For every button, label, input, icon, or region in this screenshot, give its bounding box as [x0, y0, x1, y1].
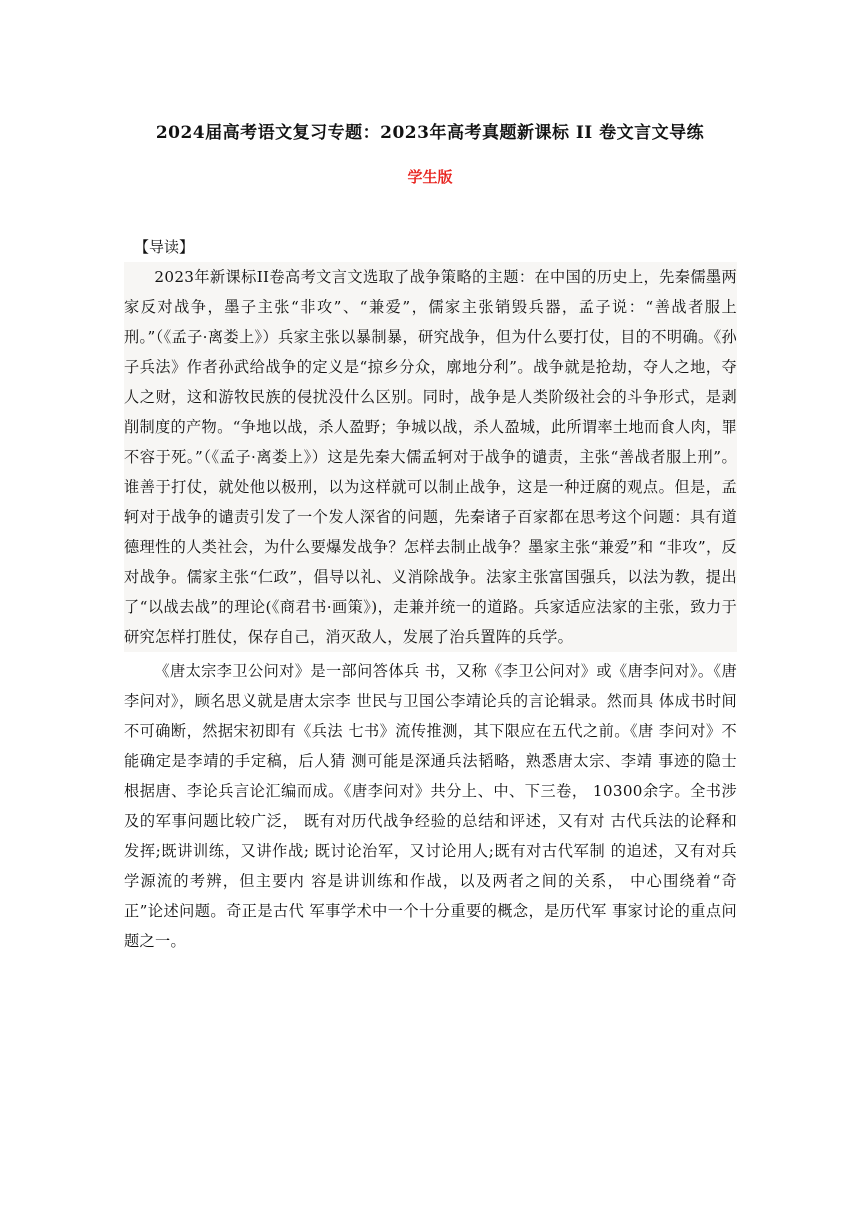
section-label: 【导读】 — [134, 238, 195, 256]
paragraph-intro: 2023年新课标II卷高考文言文选取了战争策略的主题：在中国的历史上，先秦儒墨两家反对战争，墨子主张“非攻”、“兼爱”，儒家主张销毁兵器，孟子说：“善战者服上刑。”（《孟子·离娄上》）兵家主张以暴制暴，研究战争，但为什么要打仗，目的不明确。《孙子兵法》作者孙武给战争的定义是“掠乡分众，廓地分利”。战争就是抢劫，夺人之地，夺人之财，这和游牧民族的侵扰没什么区别。同时，战争是人类阶级社会的斗争形式，是剥削制度的产物。“争地以战，杀人盈野；争城以战，杀人盈城，此所谓率土地而食人肉，罪不容于死。”（《孟子·离娄上》）这是先秦大儒孟轲对于战争的谴责，主张“善战者服上刑”。谁善于打仗，就处他以极刑，以为这样就可以制止战争，这是一种迂腐的观点。但是，孟轲对于战争的谴责引发了一个发人深省的问题，先秦诸子百家都在思考这个问题：具有道德理性的人类社会，为什么要爆发战争？怎样去制止战争？墨家主张“兼爱”和 “非攻”，反对战争。儒家主张“仁政”，倡导以礼、义消除战争。法家主张富国强兵，以法为教，提出了“以战去战”的理论(《商君书·画策》)，走兼并统一的道路。兵家适应法家的主张，致力于研究怎样打胜仗，保存自己，消灭敌人，发展了治兵置阵的兵学。 — [124, 262, 737, 652]
body-text — [124, 262, 737, 956]
document-title: 2024届高考语文复习专题：2023年高考真题新课标 II 卷文言文导练 — [155, 123, 705, 143]
paragraph-book: 《唐太宗李卫公问对》是一部问答体兵 书，又称《李卫公问对》或《唐李问对》。《唐李问对》，顾名思义就是唐太宗李 世民与卫国公李靖论兵的言论辑录。然而具 体成书时间不可确断，然据宋初即有《兵法 七书》流传推测，其下限应在五代之前。《唐 李问对》不能确定是李靖的手定稿，后人猜 测可能是深通兵法韬略，熟悉唐太宗、李靖 事迹的隐士根据唐、李论兵言论汇编而成。《唐李问对》共分上、中、下三卷， 10300余字。全书涉及的军事问题比较广泛， 既有对历代战争经验的总结和评述，又有对 古代兵法的论释和发挥;既讲训练，又讲作战; 既讨论治军，又讨论用人;既有对古代军制 的追述，又有对兵学源流的考辨，但主要内 容是讲训练和作战，以及两者之间的关系， 中心围绕着“奇正”论述问题。奇正是古代 军事学术中一个十分重要的概念，是历代军 事家讨论的重点问题之一。 — [124, 662, 737, 950]
document-subtitle: 学生版 — [407, 168, 453, 186]
